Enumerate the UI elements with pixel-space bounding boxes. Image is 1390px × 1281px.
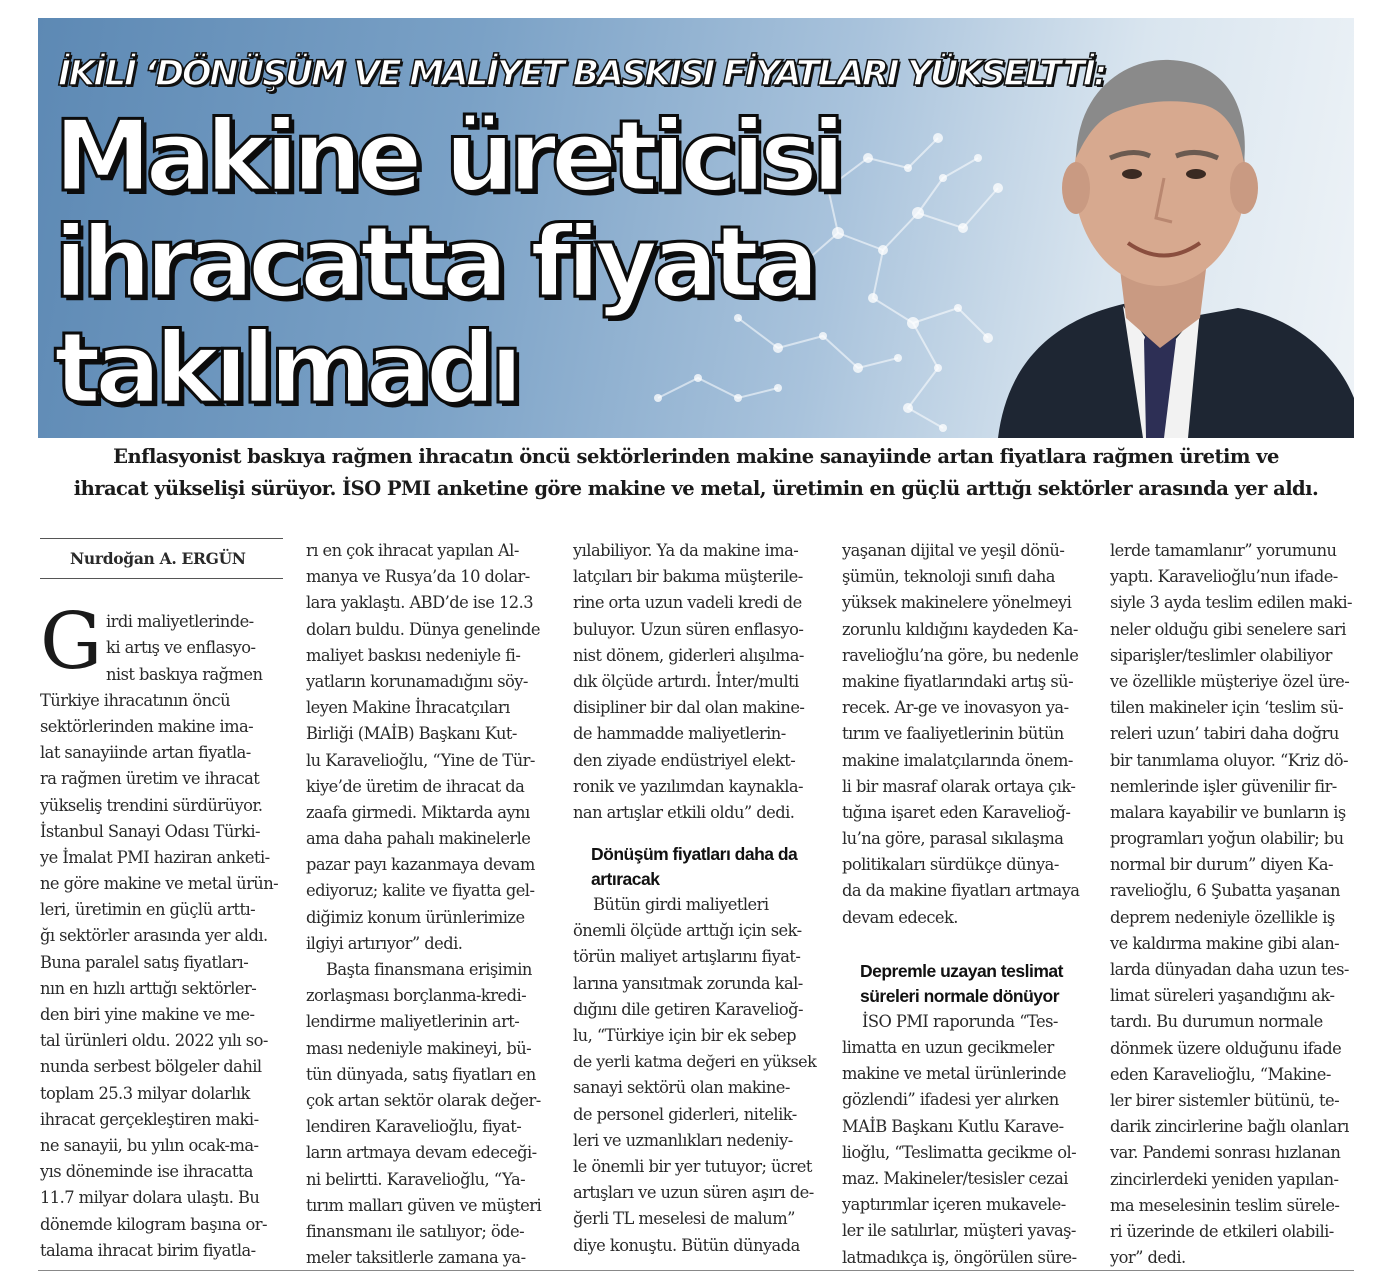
text-line: sektörlerinden makine ima- — [40, 716, 254, 736]
text-line: makine fiyatlarındaki artış sü- — [842, 671, 1074, 691]
text-line: yaşanan dijital ve yeşil dönü- — [842, 541, 1065, 560]
subheading-1-line-2: artıracak — [591, 869, 660, 890]
text-line: de hammadde maliyetlerin- — [573, 724, 786, 744]
text-line: tırım malları güven ve müşteri — [306, 1195, 542, 1215]
text-line: disipliner bir dal olan makine- — [573, 698, 805, 718]
text-line: ama daha pahalı makinelerle — [306, 829, 531, 849]
text-line: diye konuştu. Bütün dünyada — [573, 1235, 800, 1255]
hero-banner — [38, 18, 1354, 438]
text-line: zorunlu kıldığını kaydeden Ka- — [842, 619, 1078, 639]
text-line: ihracat gerçekleştiren maki- — [40, 1109, 259, 1129]
text-line: ların artmaya devam edeceği- — [306, 1143, 537, 1163]
text-line: makine imalatçılarında önem- — [842, 750, 1073, 770]
text-line: çok artan sektör olarak değer- — [306, 1090, 541, 1110]
text-line: toplam 25.3 milyar dolarlık — [40, 1083, 250, 1103]
text-line: lu, “Türkiye için bir ek sebep — [573, 1026, 797, 1045]
spacer — [573, 826, 819, 842]
text-line: ler ile satılırlar, müşteri yavaş- — [842, 1221, 1076, 1241]
text-line: darik zincirlerine bağlı olanları — [1110, 1117, 1349, 1137]
text-line: İSO PMI raporunda “Tes- — [862, 1011, 1058, 1031]
text-line: de personel giderleri, nitelik- — [573, 1104, 797, 1124]
text-line: lu’na göre, parasal sıkılaşma — [842, 829, 1064, 849]
text-line: ne göre makine ve metal ürün- — [40, 874, 279, 894]
text-line: normal bir durum” diyen Ka- — [1110, 855, 1333, 875]
text-line: yıs döneminde ise ihracatta — [40, 1162, 253, 1182]
text-line: gözlendi” ifadesi yer alırken — [842, 1090, 1059, 1110]
text-line: ravelioğlu, 6 Şubatta yaşanan — [1110, 881, 1340, 901]
text-line: deprem nedeniyle özellikle iş — [1110, 907, 1335, 927]
text-line: da da makine fiyatları artmaya — [842, 881, 1080, 901]
text-line: zincirlerdeki yeniden yapılan- — [1110, 1169, 1339, 1189]
text-line: ye İmalat PMI haziran anketi- — [40, 847, 270, 867]
text-line: ne sanayii, bu yılın ocak-ma- — [40, 1135, 259, 1155]
text-line: bir tanımlama oluyor. “Kriz dö- — [1110, 750, 1348, 770]
text-line: devam edecek. — [842, 907, 958, 927]
text-line: neler olduğu gibi senelere sari — [1110, 619, 1346, 639]
headline-line-3: takılmadı — [54, 312, 518, 426]
text-line: limatta en uzun gecikmeler — [842, 1038, 1054, 1057]
text-line: Başta finansmana erişimin — [326, 960, 532, 979]
text-line: var. Pandemi sonrası hızlanan — [1110, 1143, 1341, 1163]
text-line: kiye’de üretim de ihracat da — [306, 776, 525, 796]
text-line: maliyet baskısı nedeniyle fi- — [306, 645, 521, 665]
text-line: tırım ve faaliyetlerinin bütün — [842, 724, 1064, 744]
text-line: tardı. Bu durumun normale — [1110, 1012, 1323, 1032]
text-line: nist dönem, giderleri alışılma- — [573, 645, 804, 665]
lead-paragraph — [38, 441, 1354, 505]
text-line: yüksek makinelere yönelmeyi — [842, 593, 1072, 613]
text-line: ra rağmen üretim ve ihracat — [40, 769, 260, 789]
lead-line-1: Enflasyonist baskıya rağmen ihracatın öncü sektörlerinden makine sanayiinde artan fiyatlara rağmen üretim ve — [113, 445, 1279, 468]
byline: Nurdoğan A. ERGÜN — [40, 538, 283, 579]
column-5-text — [1110, 538, 1356, 1271]
text-line: doları buldu. Dünya genelinde — [306, 619, 540, 639]
text-line: de yerli katma değeri en yüksek — [573, 1052, 817, 1072]
text-line: larına yansıtmak zorunda kal- — [573, 973, 803, 993]
column-3-text-b — [573, 892, 819, 1259]
text-line: pazar payı kazanmaya devam — [306, 855, 535, 875]
main-headline — [54, 100, 840, 426]
text-line: Birliği (MAİB) Başkanı Kut- — [306, 724, 517, 744]
column-4-text-b — [842, 1009, 1088, 1271]
column-2-text — [306, 538, 552, 1271]
text-line: irdi maliyetlerinde- — [106, 612, 254, 632]
text-line: latçıları bir bakıma müşterile- — [573, 567, 803, 587]
text-line: yılabiliyor. Ya da makine ima- — [573, 541, 799, 560]
subheading-2-line-1: Depremle uzayan teslimat — [860, 960, 1063, 981]
text-line: siparişler/teslimler olabiliyor — [1110, 645, 1332, 665]
headline-line-1: Makine üreticisi — [54, 100, 840, 214]
text-line: lioğlu, “Teslimatta gecikme ol- — [842, 1142, 1077, 1162]
article-column-1 — [40, 538, 283, 1263]
text-line: leri ve uzmanlıkları nedeniy- — [573, 1130, 793, 1150]
text-line: ronik ve yazılımdan kaynakla- — [573, 776, 803, 796]
text-line: larda dünyadan daha uzun tes- — [1110, 960, 1349, 979]
text-line: tal ürünleri oldu. 2022 yılı so- — [40, 1031, 268, 1051]
text-line: nemlerinde işler güvenilir fir- — [1110, 776, 1337, 796]
text-line: İstanbul Sanayi Odası Türki- — [40, 821, 260, 841]
text-line: siyle 3 ayda teslim edilen maki- — [1110, 593, 1352, 613]
text-line: zorlaşması borçlanma-kredi- — [306, 986, 527, 1006]
text-line: nunda serbest bölgeler dahil — [40, 1057, 262, 1077]
text-line: Türkiye ihracatının öncü — [40, 690, 231, 710]
lead-line-2: ihracat yükselişi sürüyor. İSO PMI anketine göre makine ve metal, üretimin en güçlü arttığı sektörler arasında yer aldı. — [73, 477, 1319, 500]
text-line: lat sanayiinde artan fiyatla- — [40, 743, 251, 763]
article-column-4 — [842, 538, 1088, 1267]
text-line: programları yoğun olabilir; bu — [1110, 829, 1344, 849]
text-line: ilgiyi artırıyor” dedi. — [306, 933, 463, 953]
bottom-rule — [38, 1270, 1354, 1271]
text-line: yor” dedi. — [1110, 1248, 1186, 1268]
text-line: ve özellikle müşteriye özel üre- — [1110, 671, 1350, 691]
text-line: rine orta uzun vadeli kredi de — [573, 593, 802, 613]
text-line: dığını dile getiren Karavelioğ- — [573, 999, 803, 1019]
text-line: ravelioğlu’na göre, bu nedenle — [842, 645, 1079, 665]
article-column-5 — [1110, 538, 1356, 1268]
text-line: latmadıkça iş, öngörülen süre- — [842, 1247, 1077, 1267]
text-line: MAİB Başkanı Kutlu Karave- — [842, 1116, 1064, 1136]
text-line: den biri yine makine ve me- — [40, 1005, 255, 1025]
text-line: eden Karavelioğlu, “Makine- — [1110, 1064, 1331, 1084]
column-1-text — [40, 688, 283, 1264]
drop-cap: G — [40, 597, 102, 688]
text-line: lendirme maliyetlerinin art- — [306, 1012, 520, 1032]
column-4-text-a — [842, 538, 1088, 931]
text-line: le önemli bir yer tutuyor; ücret — [573, 1156, 812, 1176]
text-line: leri, üretimin en güçlü arttı- — [40, 900, 256, 920]
spacer — [842, 931, 1088, 959]
text-line: yaptırımlar içeren mukavele- — [842, 1195, 1066, 1215]
text-line: li bir masraf olarak ortaya çık- — [842, 776, 1076, 796]
text-line: meler taksitlerle zamana ya- — [306, 1248, 526, 1268]
column-3-text-a — [573, 538, 819, 826]
article-column-3 — [573, 538, 819, 1263]
text-line: nist baskıya rağmen — [106, 664, 263, 684]
text-line: tün dünyada, satış fiyatları en — [306, 1064, 536, 1084]
text-line: nan artışlar etkili oldu” dedi. — [573, 802, 795, 822]
text-line: şümün, teknoloji sınıfı daha — [842, 567, 1055, 587]
text-line: ediyoruz; kalite ve fiyatta gel- — [306, 881, 535, 901]
text-line: tilen makineler için ‘teslim sü- — [1110, 698, 1344, 718]
text-line: lu Karavelioğlu, “Yine de Tür- — [306, 750, 535, 770]
text-line: releri uzun’ tabiri daha doğru — [1110, 724, 1339, 744]
kicker-headline: İKİLİ ‘DÖNÜŞÜM VE MALİYET BASKISI FİYATLARI YÜKSELTTİ: — [58, 54, 1105, 94]
subheading-1-line-1: Dönüşüm fiyatları daha da — [591, 844, 798, 865]
text-line: recek. Ar-ge ve inovasyon ya- — [842, 698, 1069, 718]
text-line: törün maliyet artışlarını fiyat- — [573, 947, 801, 967]
text-line: lara yaklaştı. ABD’de ise 12.3 — [306, 593, 534, 613]
headline-line-2: ihracatta fiyata — [54, 206, 814, 320]
text-line: nın en hızlı arttığı sektörler- — [40, 978, 257, 998]
text-line: yatların korunamadığını söy- — [306, 671, 528, 691]
text-line: zaafa girmedi. Miktarda aynı — [306, 802, 530, 822]
text-line: ri üzerinde de etkileri olabili- — [1110, 1221, 1334, 1241]
text-line: dönmek üzere olduğunu ifade — [1110, 1038, 1342, 1058]
text-line: buluyor. Uzun süren enflasyo- — [573, 619, 804, 639]
text-line: makine ve metal ürünlerinde — [842, 1064, 1066, 1084]
text-line: finansmanı ile satılıyor; öde- — [306, 1221, 525, 1241]
text-line: yaptı. Karavelioğlu’nun ifade- — [1110, 567, 1338, 587]
text-line: ğerli TL meselesi de malum” — [573, 1209, 795, 1229]
subheading-2-line-2: süreleri normale dönüyor — [860, 985, 1060, 1006]
text-line: Buna paralel satış fiyatları- — [40, 952, 249, 972]
text-line: tığına işaret eden Karavelioğ- — [842, 802, 1071, 822]
text-line: den ziyade endüstriyel elekt- — [573, 750, 796, 770]
text-line: leyen Makine İhracatçıları — [306, 698, 510, 718]
text-line: ğı sektörler arasında yer aldı. — [40, 926, 268, 946]
text-line: önemli ölçüde arttığı için sek- — [573, 921, 802, 941]
text-line: ni belirtti. Karavelioğlu, “Ya- — [306, 1169, 526, 1189]
text-line: politikaları sürdükçe dünya- — [842, 855, 1059, 875]
text-line: maz. Makineler/tesisler cezai — [842, 1168, 1068, 1188]
text-line: talama ihracat birim fiyatla- — [40, 1240, 256, 1260]
text-line: ve kaldırma makine gibi alan- — [1110, 933, 1340, 953]
article-column-2 — [306, 538, 552, 1268]
text-line: rı en çok ihracat yapılan Al- — [306, 541, 519, 560]
text-line: artışları ve uzun süren aşırı de- — [573, 1183, 814, 1203]
text-line: Bütün girdi maliyetleri — [593, 895, 769, 915]
text-line: ması nedeniyle makineyi, bü- — [306, 1038, 532, 1058]
text-line: 11.7 milyar dolara ulaştı. Bu — [40, 1188, 260, 1208]
text-line: limat süreleri yaşandığını ak- — [1110, 986, 1335, 1006]
text-line: malara kayabilir ve bunların iş — [1110, 802, 1346, 822]
text-line: ler birer sistemler bütünü, te- — [1110, 1090, 1340, 1110]
text-line: diğimiz konum ürünlerimize — [306, 907, 525, 927]
text-line: lendiren Karavelioğlu, fiyat- — [306, 1117, 522, 1137]
drop-cap-block — [40, 597, 283, 688]
text-line: manya ve Rusya’da 10 dolar- — [306, 567, 530, 587]
text-line: ma meselesinin teslim sürele- — [1110, 1195, 1340, 1215]
text-line: ki artış ve enflasyo- — [106, 638, 256, 658]
text-line: dönemde kilogram başına or- — [40, 1214, 267, 1234]
text-line: dık ölçüde artırdı. İnter/multi — [573, 671, 799, 691]
text-line: yükseliş trendini sürdürüyor. — [40, 795, 263, 815]
text-line: lerde tamamlanır” yorumunu — [1110, 541, 1337, 560]
text-line: sanayi sektörü olan makine- — [573, 1078, 790, 1098]
